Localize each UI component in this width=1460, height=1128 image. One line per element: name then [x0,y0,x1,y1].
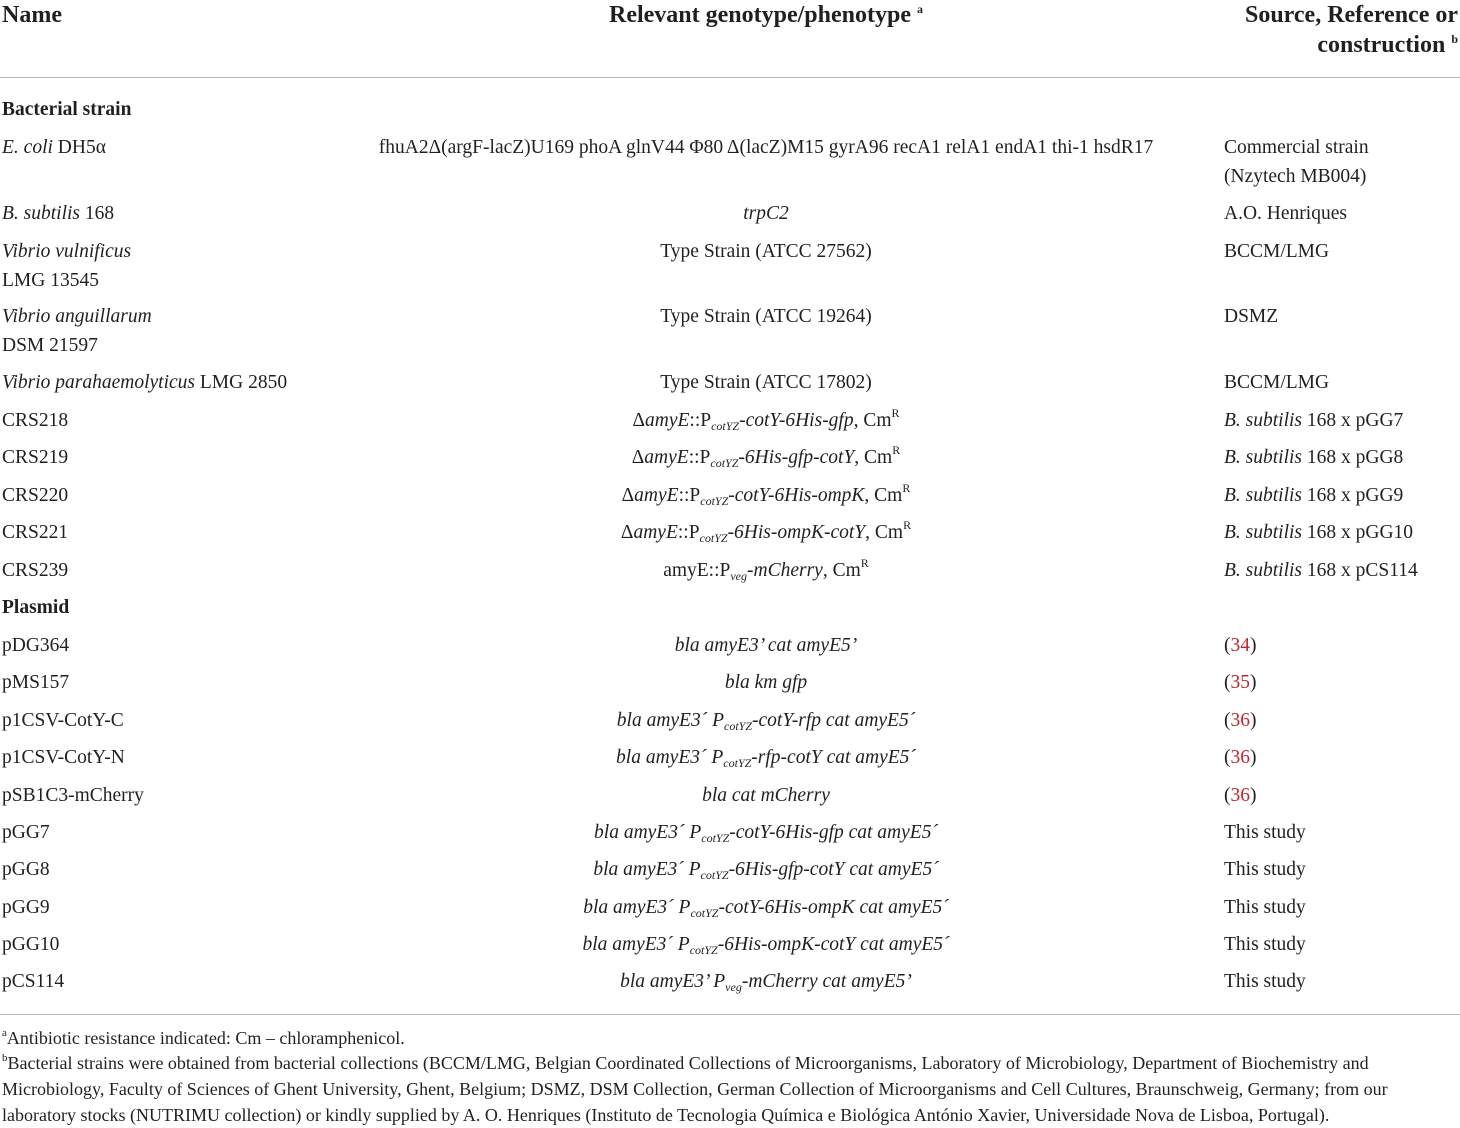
plasmid-name: p1CSV-CotY-N [2,747,125,768]
source-cell: B. subtilis 168 x pGG10 [1224,522,1414,543]
strain-name: Vibrio anguillarum DSM 21597 [2,306,152,356]
genotype-cell: bla amyE3´ $P_{cotYZ}-\cot Y$-rfp cat amyE5´ [616,710,916,733]
strain-name: CRS221 [2,522,69,543]
reference-link[interactable]: (36) [1224,785,1257,806]
header-rule [0,77,1460,78]
source-cell: B. subtilis 168 x pGG7 [1224,410,1404,431]
genotype-cell: bla cat mCherry [702,785,830,806]
source-header-line2: construction $^b$ [1317,32,1458,58]
plasmid-name: pGG10 [2,934,60,955]
column-header-name: Name [2,2,62,28]
source-cell: This study [1224,822,1306,843]
section-title: Bacterial strain [2,99,132,120]
source-cell: B. subtilis 168 x pCS114 [1224,560,1418,581]
footer-rule [0,1014,1460,1015]
strain-name: Vibrio parahaemolyticus LMG 2850 [2,372,288,393]
plasmid-name: pGG8 [2,859,50,880]
genotype-cell: $\Delta amyE::P_{cotYZ}-6His-ompK$-cotY, $Cm^R$ [620,518,912,545]
footnote-b: $^b$Bacterial strains were obtained from bacterial collections (BCCM/LMG, Belgian Coordinated Collections of Microorganisms, Laboratory of Microbiology, Department of Biochemistry and Microbiology, Faculty of Sciences of Ghent University, Ghent, Belgium; DSMZ, DSM Collection, German Collection of Microorganisms and Cell Cultures, Braunschweig, Germany; from our laboratory stocks (NUTRIMU collection) or kindly supplied by A. O. Henriques (Instituto de Tecnologia Química e Biológica António Xavier, Universidade Nova de Lisboa, Portugal). [2,1052,1388,1125]
source-cell: BCCM/LMG [1224,372,1330,393]
strain-name: CRS218 [2,410,69,431]
genotype-cell: bla km gfp [724,672,808,693]
reference-link[interactable]: (36) [1224,747,1257,768]
column-header-source [1245,0,1458,60]
strain-name: CRS239 [2,560,69,581]
column-header-genotype [0,0,1460,30]
source-cell: BCCM/LMG [1224,241,1330,262]
genotype-header-text: Relevant genotype/phenotype [609,2,911,28]
reference-link[interactable]: (34) [1224,635,1257,656]
source-cell: DSMZ [1224,306,1279,327]
genotype-cell: $\Delta amyE::P_{cotYZ}-6His-gfp$-cotY, $Cm^R$ [631,443,901,470]
genotype-cell: Type Strain (ATCC 19264) [660,306,872,327]
strain-name: Vibrio vulnificus LMG 13545 [2,241,132,291]
source-cell: B. subtilis 168 x pGG8 [1224,447,1404,468]
genotype-cell: trpC2 [743,203,789,224]
source-cell: This study [1224,934,1306,955]
genotype-cell: Type Strain (ATCC 17802) [660,372,872,393]
strain-name: CRS220 [2,485,69,506]
genotype-cell: bla amyE3´ $P_{cotYZ}-rfp$-cotY cat amyE5´ [616,747,916,770]
footnote-mark-b: b [1451,32,1458,46]
plasmid-name: pDG364 [2,635,70,656]
reference-link[interactable]: (35) [1224,672,1257,693]
plasmid-name: pGG7 [2,822,50,843]
genotype-cell: $\Delta amyE::P_{cotYZ}-\cot Y-6His$-ompK, $Cm^R$ [621,481,911,508]
genotype-cell: bla amyE3´ $P_{cotYZ}-6His-ompK$-cotY cat amyE5´ [582,934,950,957]
genotype-cell: bla amyE3´ $P_{cotYZ}-6His-gfp$-cotY cat amyE5´ [593,859,939,882]
plasmid-name: pCS114 [2,971,65,992]
footnote-mark-a: a [917,2,923,16]
plasmid-name: pMS157 [2,672,70,693]
footnote-a: $^a$Antibiotic resistance indicated: Cm – chloramphenicol. [2,1027,405,1048]
source-cell: B. subtilis 168 x pGG9 [1224,485,1404,506]
source-cell: This study [1224,897,1306,918]
genotype-cell: bla amyE3´ $P_{cotYZ}-\cot Y-6His$-gfp cat amyE5´ [594,822,938,845]
genotype-cell: $amyE::P_{veg}$-mCherry, $Cm^R$ [663,556,869,583]
section-title: Plasmid [2,597,70,618]
genotype-cell: Type Strain (ATCC 27562) [660,241,872,262]
genotype-cell: bla amyE3´ $P_{cotYZ}-\cot Y-6His$-ompK cat amyE5´ [583,897,949,920]
genotype-cell: $\Delta amyE::P_{cotYZ}-\cot Y-6His$-gfp, $Cm^R$ [632,406,900,433]
genotype-cell: bla amyE3’ $P_{veg}$-mCherry cat amyE5’ [620,971,912,994]
strain-name: B. subtilis 168 [2,203,115,224]
strain-name: CRS219 [2,447,69,468]
genotype-cell: bla amyE3’ cat amyE5’ [674,635,858,656]
source-cell: A.O. Henriques [1224,203,1347,224]
strain-name: E. coli DH5α [2,137,106,158]
source-header-line1: Source, Reference or [1244,2,1458,28]
genotype-cell: fhuA2Δ(argF-lacZ)U169 phoA glnV44 Φ80 Δ(lacZ)M15 gyrA96 recA1 relA1 endA1 thi-1 hsdR17 [378,137,1154,158]
source-cell: This study [1224,971,1306,992]
plasmid-name: pSB1C3-mCherry [2,785,144,806]
source-cell: This study [1224,859,1306,880]
plasmid-name: p1CSV-CotY-C [2,710,124,731]
source-cell: Commercial strain (Nzytech MB004) [1224,137,1369,187]
reference-link[interactable]: (36) [1224,710,1257,731]
plasmid-name: pGG9 [2,897,50,918]
